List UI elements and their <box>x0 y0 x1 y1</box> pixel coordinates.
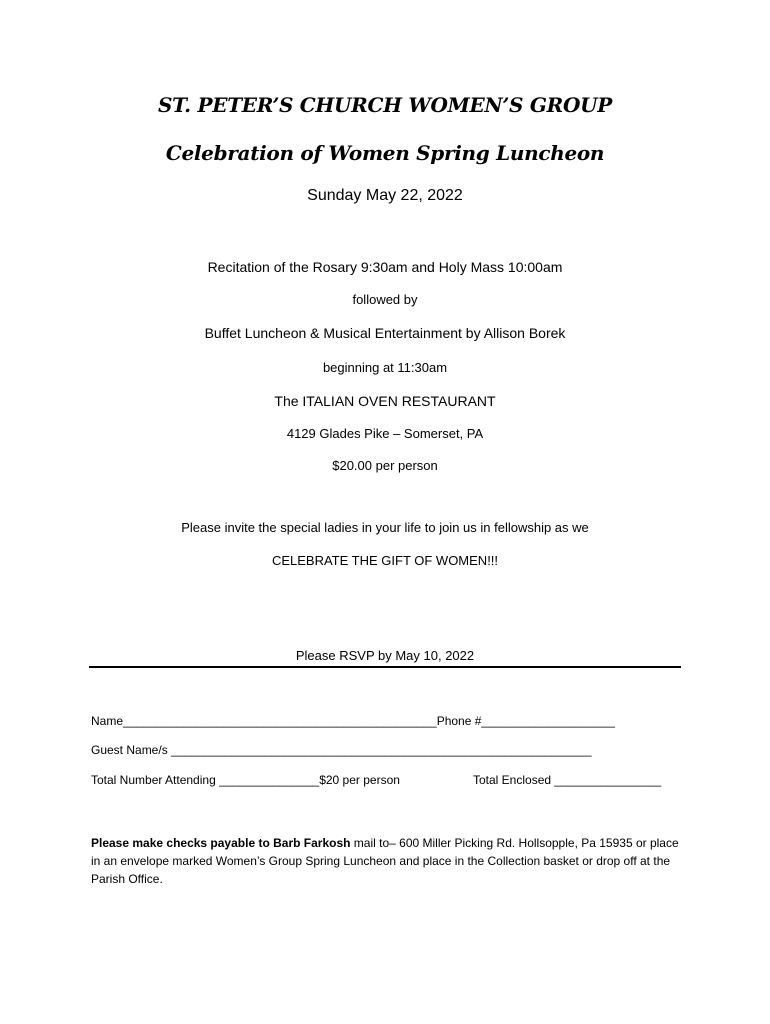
guest-field-row <box>91 743 592 757</box>
payment-note <box>91 834 691 888</box>
invitation-line-1: Please invite the special ladies in your life to join us in fellowship as we <box>181 520 589 535</box>
guest-label: Guest Name/s <box>91 743 168 757</box>
address-line: 4129 Glades Pike – Somerset, PA <box>286 426 484 441</box>
group-name-heading: ST. PETER’S CHURCH WOMEN’S GROUP <box>158 93 612 117</box>
start-time-line: beginning at 11:30am <box>322 360 448 375</box>
phone-label: Phone # <box>436 714 482 728</box>
name-blank: _______________________________________________ <box>123 714 437 728</box>
rosary-mass-line: Recitation of the Rosary 9:30am and Holy Mass 10:00am <box>207 259 563 275</box>
name-label: Name <box>91 714 124 728</box>
luncheon-line: Buffet Luncheon & Musical Entertainment by Allison Borek <box>204 325 566 341</box>
enclosed-label: Total Enclosed <box>473 773 552 787</box>
price-line: $20.00 per person <box>332 458 438 473</box>
invitation-line-2: CELEBRATE THE GIFT OF WOMEN!!! <box>271 553 499 568</box>
phone-blank: ____________________ <box>481 714 615 728</box>
name-field-row <box>91 714 615 728</box>
enclosed-blank: ________________ <box>554 773 662 787</box>
event-date: Sunday May 22, 2022 <box>307 187 463 204</box>
followed-by-line: followed by <box>352 292 418 307</box>
guest-blank: _______________________________________________________________ <box>171 743 592 757</box>
attending-blank: _______________ <box>219 773 320 787</box>
rsvp-divider <box>89 666 681 668</box>
attending-label: Total Number Attending <box>91 773 216 787</box>
payment-note-bold: Please make checks payable to Barb Farkosh <box>91 836 351 850</box>
rsvp-deadline: Please RSVP by May 10, 2022 <box>295 648 475 663</box>
per-person-text: $20 per person <box>319 773 400 787</box>
enclosed-field-row <box>473 773 661 787</box>
venue-line: The ITALIAN OVEN RESTAURANT <box>274 393 496 409</box>
payment-note-rest: mail to– 600 Miller Picking Rd. Hollsopple, Pa 15935 or place in an envelope marked Women’s Group Spring Luncheon and place in the Collection basket or drop off at the Parish Office. <box>91 836 679 886</box>
attending-field-row <box>91 773 400 787</box>
event-title-heading: Celebration of Women Spring Luncheon <box>165 141 605 165</box>
